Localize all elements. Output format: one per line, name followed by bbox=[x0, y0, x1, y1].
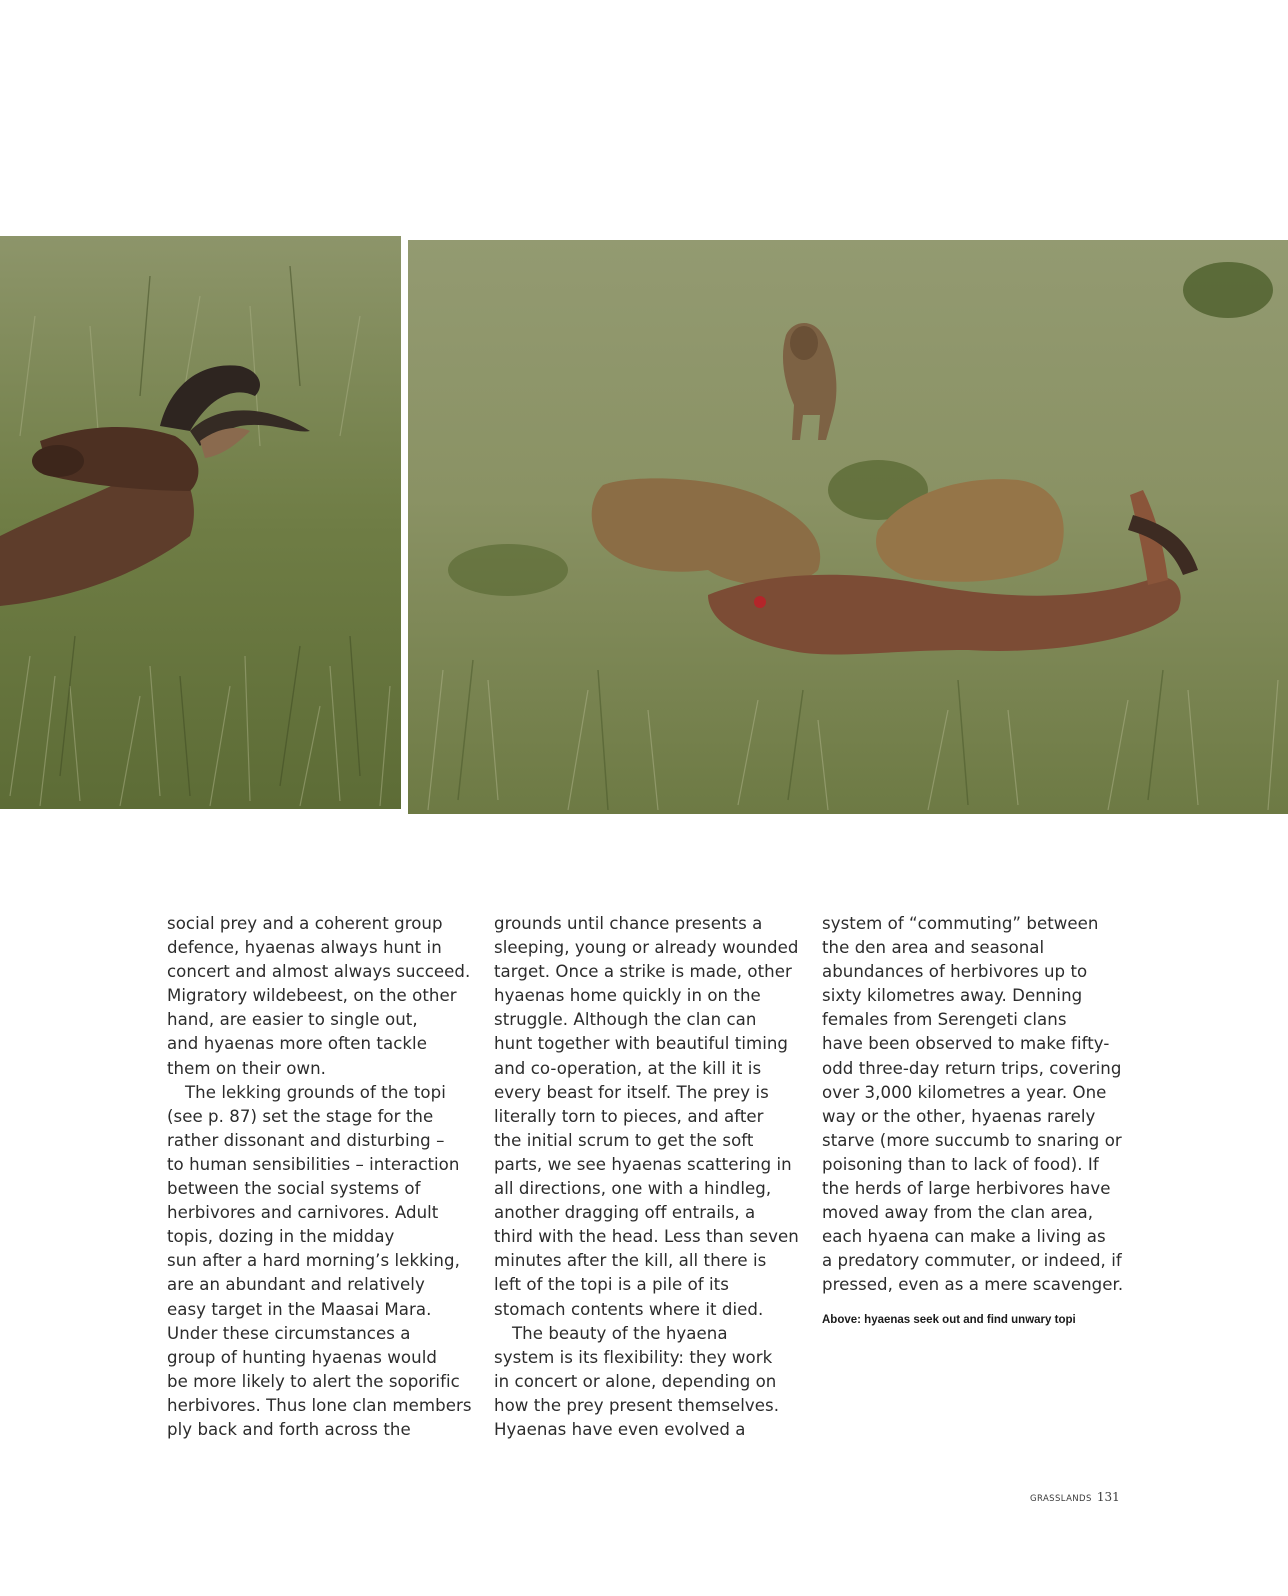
text-line: odd three-day return trips, covering bbox=[822, 1058, 1122, 1078]
text-line: ply back and forth across the bbox=[167, 1419, 411, 1439]
text-line: and co-operation, at the kill it is bbox=[494, 1058, 762, 1078]
text-line: hyaenas home quickly in on the bbox=[494, 986, 761, 1006]
running-section-title: GRASSLANDS bbox=[1030, 1494, 1092, 1504]
text-line: another dragging off entrails, a bbox=[494, 1203, 756, 1223]
photo-topi-head bbox=[0, 236, 401, 809]
text-line: way or the other, hyaenas rarely bbox=[822, 1106, 1096, 1126]
text-line: Hyaenas have even evolved a bbox=[494, 1419, 746, 1439]
text-line: have been observed to make fifty- bbox=[822, 1034, 1110, 1054]
text-line-paragraph-start: The lekking grounds of the topi bbox=[185, 1082, 446, 1102]
text-line: herbivores and carnivores. Adult bbox=[167, 1203, 439, 1223]
text-line: literally torn to pieces, and after bbox=[494, 1106, 764, 1126]
text-line: social prey and a coherent group bbox=[167, 914, 443, 933]
text-line: to human sensibilities – interaction bbox=[167, 1154, 460, 1174]
photo-hyaenas-at-kill bbox=[408, 240, 1288, 814]
photo-caption: Above: hyaenas seek out and find unwary topi bbox=[822, 1314, 1076, 1326]
text-line: the herds of large herbivores have bbox=[822, 1179, 1111, 1199]
text-line: the initial scrum to get the soft bbox=[494, 1130, 754, 1150]
text-line: all directions, one with a hindleg, bbox=[494, 1179, 772, 1199]
text-line: starve (more succumb to snaring or bbox=[822, 1130, 1122, 1150]
text-line: the den area and seasonal bbox=[822, 938, 1045, 958]
text-line: (see p. 87) set the stage for the bbox=[167, 1106, 434, 1126]
text-line: over 3,000 kilometres a year. One bbox=[822, 1082, 1107, 1102]
text-line: grounds until chance presents a bbox=[494, 914, 763, 933]
text-line: and hyaenas more often tackle bbox=[167, 1034, 427, 1054]
text-line: sleeping, young or already wounded bbox=[494, 938, 799, 958]
text-line: group of hunting hyaenas would bbox=[167, 1347, 437, 1367]
text-line: a predatory commuter, or indeed, if bbox=[822, 1251, 1122, 1271]
text-line: each hyaena can make a living as bbox=[822, 1227, 1106, 1247]
text-line: struggle. Although the clan can bbox=[494, 1010, 757, 1030]
text-line: system of “commuting” between bbox=[822, 914, 1099, 933]
text-line: left of the topi is a pile of its bbox=[494, 1275, 729, 1295]
text-line: moved away from the clan area, bbox=[822, 1203, 1094, 1223]
text-line: concert and almost always succeed. bbox=[167, 962, 471, 982]
text-line: pressed, even as a mere scavenger. bbox=[822, 1275, 1124, 1295]
text-line: parts, we see hyaenas scattering in bbox=[494, 1154, 792, 1174]
text-line: third with the head. Less than seven bbox=[494, 1227, 799, 1247]
text-line-paragraph-start: The beauty of the hyaena bbox=[512, 1323, 728, 1343]
text-line: defence, hyaenas always hunt in bbox=[167, 938, 442, 958]
text-line: how the prey present themselves. bbox=[494, 1395, 780, 1415]
text-line: between the social systems of bbox=[167, 1179, 421, 1199]
text-line: sun after a hard morning’s lekking, bbox=[167, 1251, 460, 1271]
text-line: every beast for itself. The prey is bbox=[494, 1082, 769, 1102]
text-line: are an abundant and relatively bbox=[167, 1275, 425, 1295]
text-column-2 bbox=[494, 912, 799, 1442]
text-line: herbivores. Thus lone clan members bbox=[167, 1395, 472, 1415]
text-line: easy target in the Maasai Mara. bbox=[167, 1299, 432, 1319]
text-line: abundances of herbivores up to bbox=[822, 962, 1088, 982]
text-line: topis, dozing in the midday bbox=[167, 1227, 395, 1247]
text-line: hand, are easier to single out, bbox=[167, 1010, 418, 1030]
text-line: be more likely to alert the soporific bbox=[167, 1371, 460, 1391]
text-line: Migratory wildebeest, on the other bbox=[167, 986, 457, 1006]
page-footer bbox=[1030, 1490, 1120, 1504]
text-line: Under these circumstances a bbox=[167, 1323, 411, 1343]
text-column-3 bbox=[822, 912, 1122, 1298]
text-line: stomach contents where it died. bbox=[494, 1299, 764, 1319]
text-column-1 bbox=[167, 912, 472, 1442]
text-line: hunt together with beautiful timing bbox=[494, 1034, 789, 1054]
text-line: in concert or alone, depending on bbox=[494, 1371, 777, 1391]
text-line: system is its flexibility: they work bbox=[494, 1347, 773, 1367]
text-line: sixty kilometres away. Denning bbox=[822, 986, 1083, 1006]
text-line: target. Once a strike is made, other bbox=[494, 962, 792, 982]
text-line: rather dissonant and disturbing – bbox=[167, 1130, 445, 1150]
text-line: poisoning than to lack of food). If bbox=[822, 1154, 1099, 1174]
text-line: females from Serengeti clans bbox=[822, 1010, 1067, 1030]
page-number: 131 bbox=[1096, 1490, 1120, 1504]
text-line: minutes after the kill, all there is bbox=[494, 1251, 767, 1271]
text-line: them on their own. bbox=[167, 1058, 326, 1078]
